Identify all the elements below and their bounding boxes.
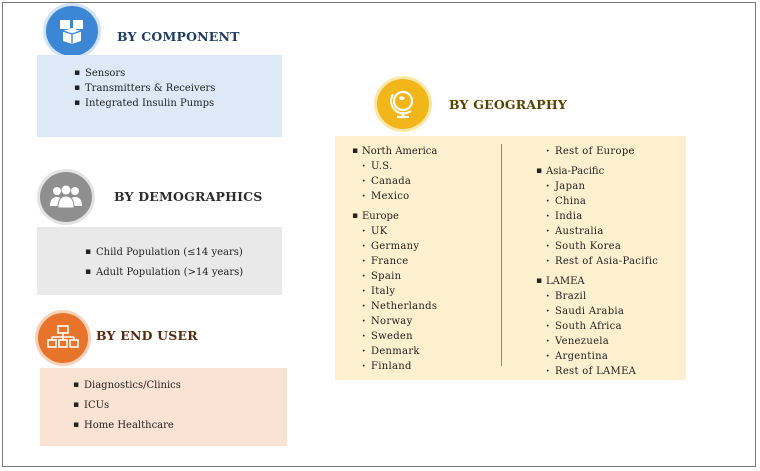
demographics-icon-badge <box>40 172 92 222</box>
region-label: ▪ Europe <box>352 209 437 224</box>
region-label: ▪ North America <box>352 144 437 159</box>
country-item: · France <box>352 254 437 269</box>
country-item: · Argentina <box>536 349 658 364</box>
geography-box <box>335 136 686 380</box>
country-item: · Spain <box>352 269 437 284</box>
country-item: · Norway <box>352 314 437 329</box>
org-chart-icon <box>47 325 79 351</box>
country-item: · Venezuela <box>536 334 658 349</box>
component-box <box>37 55 282 137</box>
geography-heading: BY GEOGRAPHY <box>449 97 568 112</box>
end-user-heading: BY END USER <box>96 328 198 343</box>
demographics-item: ▪ Adult Population (>14 years) <box>85 265 243 280</box>
end-user-box <box>40 368 287 446</box>
end-user-item: ▪ Diagnostics/Clinics <box>73 378 181 393</box>
component-icon-badge <box>46 6 98 56</box>
country-item: · Japan <box>536 179 658 194</box>
country-item: · Rest of Europe <box>536 144 658 159</box>
geography-left-column <box>352 144 437 374</box>
country-item: · Canada <box>352 174 437 189</box>
demographics-heading: BY DEMOGRAPHICS <box>114 189 263 204</box>
country-item: · Saudi Arabia <box>536 304 658 319</box>
demographics-list <box>85 245 243 285</box>
end-user-list <box>73 378 181 438</box>
country-item: · Germany <box>352 239 437 254</box>
country-item: · China <box>536 194 658 209</box>
people-group-icon <box>49 184 83 210</box>
region-label: ▪ LAMEA <box>536 274 658 289</box>
geography-right-column <box>536 144 658 379</box>
country-item: · Rest of LAMEA <box>536 364 658 379</box>
country-item: · Italy <box>352 284 437 299</box>
country-item: · India <box>536 209 658 224</box>
end-user-icon-badge <box>38 313 88 363</box>
end-user-item: ▪ ICUs <box>73 398 181 413</box>
component-heading: BY COMPONENT <box>117 29 240 44</box>
geography-icon-badge <box>377 79 429 129</box>
country-item: · UK <box>352 224 437 239</box>
country-item: · Sweden <box>352 329 437 344</box>
boxes-icon <box>57 16 87 46</box>
component-list <box>74 66 215 111</box>
component-item: ▪ Integrated Insulin Pumps <box>74 96 215 111</box>
country-item: · Denmark <box>352 344 437 359</box>
geography-column-divider <box>501 144 502 366</box>
country-item: · South Korea <box>536 239 658 254</box>
country-item: · Brazil <box>536 289 658 304</box>
demographics-box <box>37 227 282 295</box>
end-user-item: ▪ Home Healthcare <box>73 418 181 433</box>
region-label: ▪ Asia-Pacific <box>536 164 658 179</box>
country-item: · U.S. <box>352 159 437 174</box>
country-item: · South Africa <box>536 319 658 334</box>
component-item: ▪ Sensors <box>74 66 215 81</box>
country-item: · Mexico <box>352 189 437 204</box>
demographics-item: ▪ Child Population (≤14 years) <box>85 245 243 260</box>
globe-icon <box>388 88 418 120</box>
country-item: · Australia <box>536 224 658 239</box>
country-item: · Rest of Asia-Pacific <box>536 254 658 269</box>
component-item: ▪ Transmitters & Receivers <box>74 81 215 96</box>
country-item: · Netherlands <box>352 299 437 314</box>
country-item: · Finland <box>352 359 437 374</box>
